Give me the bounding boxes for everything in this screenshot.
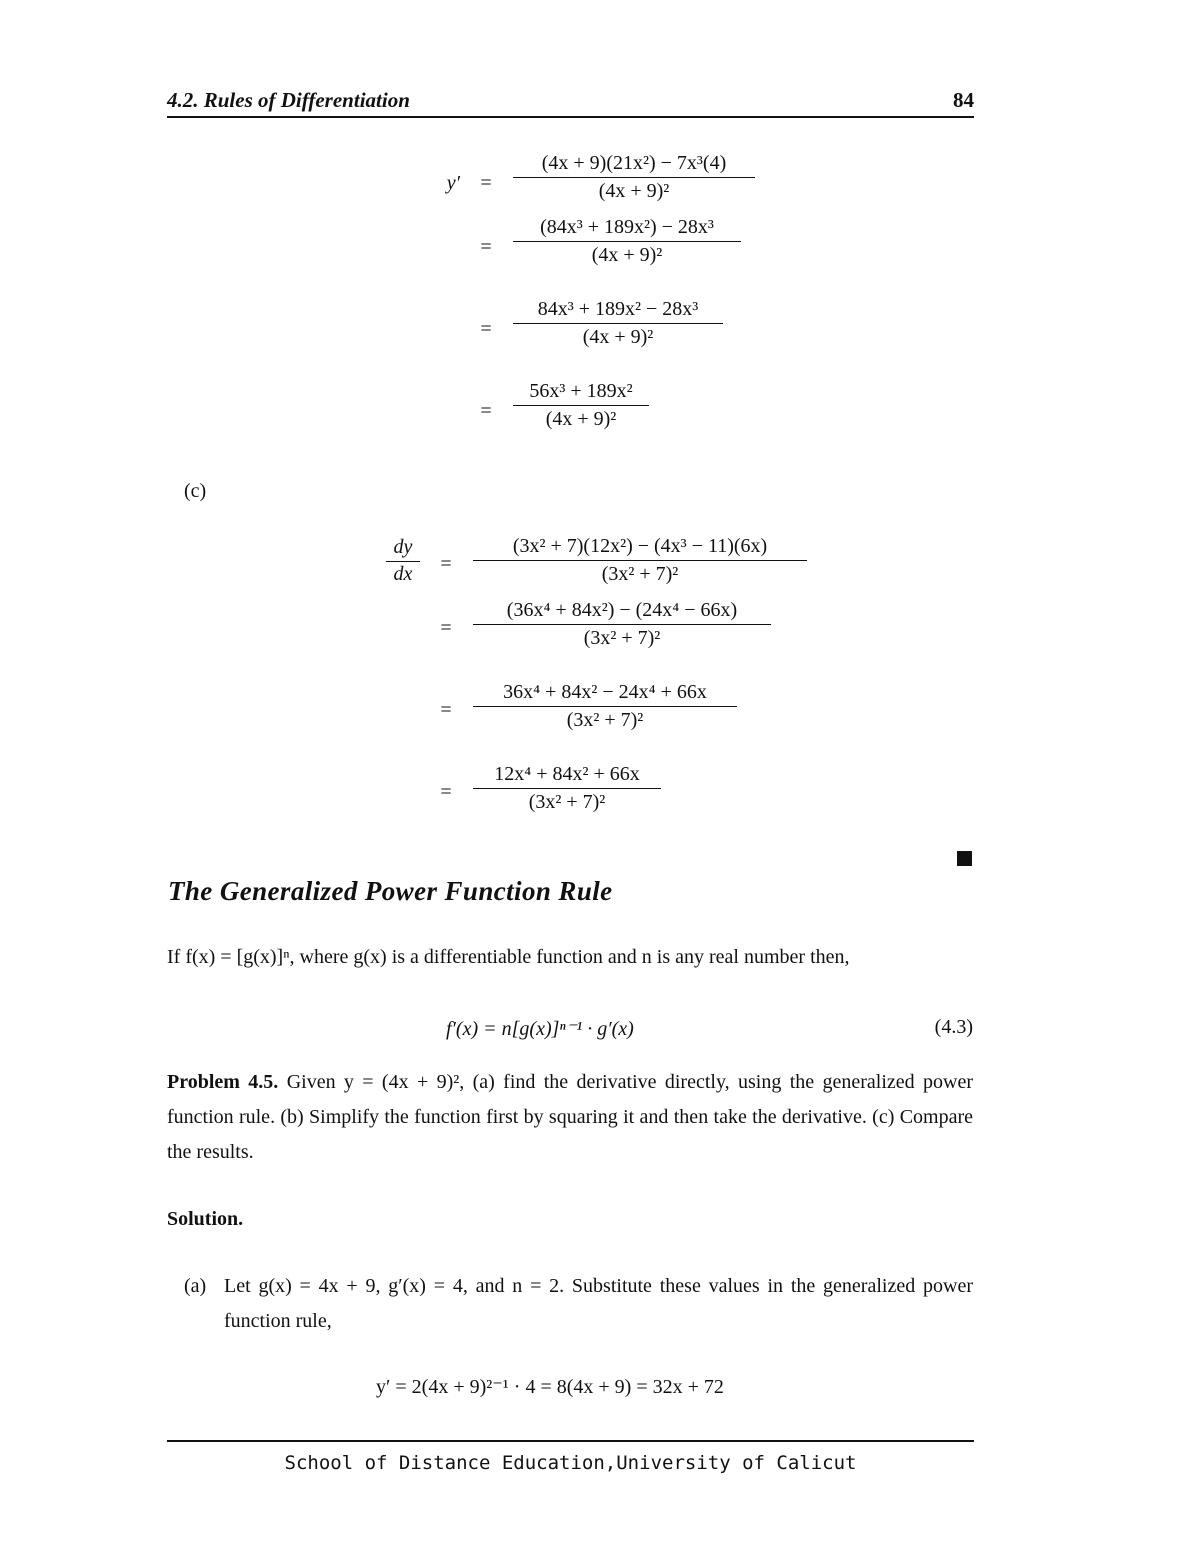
numerator: 36x⁴ + 84x² − 24x⁴ + 66x xyxy=(473,681,737,707)
fraction-step-1 xyxy=(473,535,807,586)
fraction-step-1 xyxy=(513,152,755,203)
numerator: (36x⁴ + 84x²) − (24x⁴ − 66x) xyxy=(473,599,771,625)
fraction-step-2 xyxy=(473,599,771,650)
equation-number: (4.3) xyxy=(934,1016,973,1038)
problem-text: Given y = (4x + 9)², (a) find the derivative directly, using the generalized power function rule. (b) Simplify the function first by squaring it and then take the derivative. (c) Compare the results. xyxy=(167,1071,974,1163)
equals-sign: = xyxy=(480,236,492,258)
equals-sign: = xyxy=(440,781,452,803)
dy-dx-fraction xyxy=(386,536,420,586)
denominator: (3x² + 7)² xyxy=(583,627,661,649)
equals-sign: = xyxy=(440,699,452,721)
running-head xyxy=(167,88,974,118)
equals-sign: = xyxy=(440,553,452,575)
page-number: 84 xyxy=(953,88,974,112)
section-title: The Generalized Power Function Rule xyxy=(168,876,613,906)
dx-denominator: dx xyxy=(393,563,413,585)
chapter-section-title: 4.2. Rules of Differentiation xyxy=(167,88,410,112)
fraction-step-2 xyxy=(513,216,741,267)
fraction-step-3 xyxy=(473,681,737,732)
numerator: (3x² + 7)(12x²) − (4x³ − 11)(6x) xyxy=(473,535,807,561)
denominator: (4x + 9)² xyxy=(591,244,663,266)
equals-sign: = xyxy=(480,318,492,340)
solution-label: Solution. xyxy=(167,1208,244,1230)
part-b-lhs: y′ xyxy=(446,172,460,194)
item-a-text: Let g(x) = 4x + 9, g′(x) = 4, and n = 2. Substitute these values in the generalized power function rule, xyxy=(224,1275,973,1332)
denominator: (4x + 9)² xyxy=(582,326,654,348)
equals-sign: = xyxy=(480,400,492,422)
dy-numerator: dy xyxy=(386,536,420,562)
denominator: (3x² + 7)² xyxy=(528,791,606,813)
equals-sign: = xyxy=(480,172,492,194)
fraction-step-4 xyxy=(513,380,649,431)
fraction-step-4 xyxy=(473,763,661,814)
numerator: (84x³ + 189x²) − 28x³ xyxy=(513,216,741,242)
problem-label: Problem 4.5. xyxy=(167,1071,279,1093)
equals-sign: = xyxy=(440,617,452,639)
numerator: 56x³ + 189x² xyxy=(513,380,649,406)
problem-statement xyxy=(167,1065,973,1170)
denominator: (3x² + 7)² xyxy=(566,709,644,731)
footer-rule xyxy=(167,1440,974,1442)
item-a-label: (a) xyxy=(184,1275,207,1297)
denominator: (3x² + 7)² xyxy=(601,563,679,585)
numerator: (4x + 9)(21x²) − 7x³(4) xyxy=(513,152,755,178)
rule-statement: If f(x) = [g(x)]ⁿ, where g(x) is a differentiable function and n is any real number then, xyxy=(167,946,850,968)
fraction-step-3 xyxy=(513,298,723,349)
numerator: 84x³ + 189x² − 28x³ xyxy=(513,298,723,324)
generalized-power-rule-formula: f′(x) = n[g(x)]ⁿ⁻¹ · g′(x) xyxy=(446,1018,634,1040)
item-a-result: y′ = 2(4x + 9)²⁻¹ · 4 = 8(4x + 9) = 32x + 72 xyxy=(376,1376,724,1398)
denominator: (4x + 9)² xyxy=(545,408,617,430)
end-of-proof-square xyxy=(957,851,972,866)
denominator: (4x + 9)² xyxy=(598,180,670,202)
numerator: 12x⁴ + 84x² + 66x xyxy=(473,763,661,789)
part-c-label: (c) xyxy=(184,480,207,502)
footer-institution: School of Distance Education,University of Calicut xyxy=(284,1452,857,1474)
